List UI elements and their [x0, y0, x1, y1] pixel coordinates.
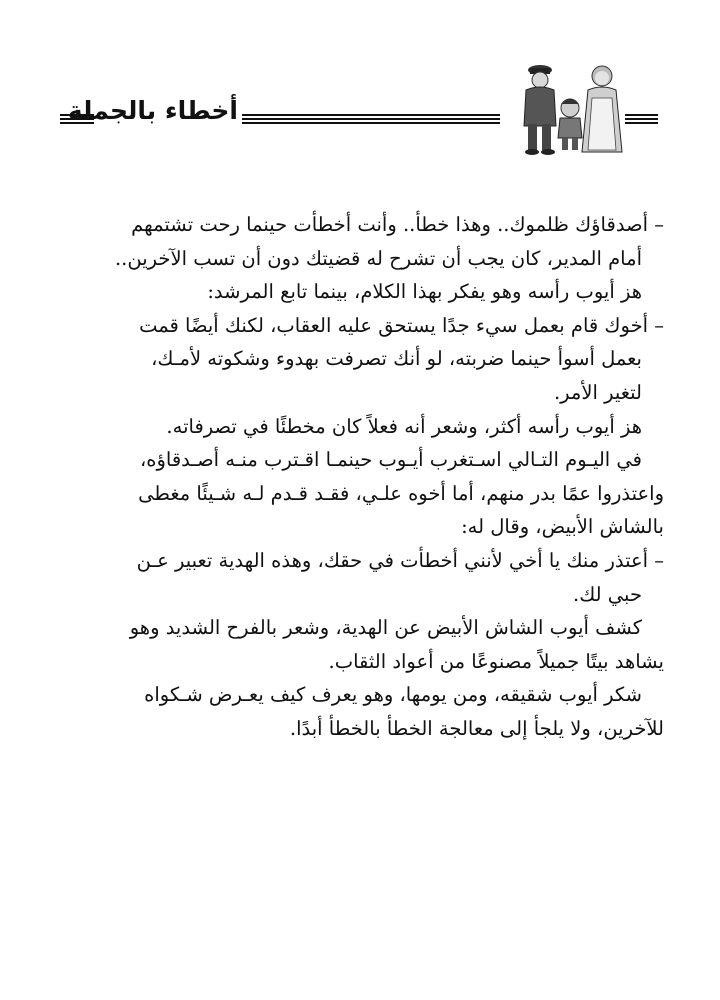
text-line: في اليـوم التـالي اسـتغرب أيـوب حينمـا اقـترب منـه أصـدقاؤه،: [139, 448, 642, 472]
text-line: للآخرين، ولا يلجأ إلى معالجة الخطأ بالخطأ أبدًا.: [289, 716, 664, 740]
text-line: – أصدقاؤك ظلموك.. وهذا خطأ.. وأنت أخطأت حينما رحت تشتمهم: [131, 213, 664, 236]
text-line: كشف أيوب الشاش الأبيض عن الهدية، وشعر بالفرح الشديد وهو: [129, 616, 642, 640]
family-illustration-icon: [518, 58, 626, 158]
text-line: بالشاش الأبيض، وقال له:: [461, 515, 664, 539]
text-line: حبي لك.: [573, 582, 642, 606]
text-line: شكر أيوب شقيقه، ومن يومها، وهو يعرف كيف يعـرض شـكواه: [144, 683, 642, 707]
text-line: هز أيوب رأسه وهو يفكر بهذا الكلام، بينما تابع المرشد:: [207, 280, 642, 304]
text-line: – أعتذر منك يا أخي لأنني أخطأت في حقك، وهذه الهدية تعبير عـن: [136, 548, 664, 572]
text-line: بعمل أسوأ حينما ضربته، لو أنك تصرفت بهدوء وشكوته لأمـك،: [151, 347, 642, 371]
text-line: أمام المدير، كان يجب أن تشرح له قضيتك دون أن تسب الآخرين..: [114, 246, 642, 270]
header-rule-right: [625, 114, 658, 124]
story-text: [60, 208, 664, 746]
chapter-title: أخطاء بالجملة: [67, 96, 238, 125]
chapter-header: [60, 58, 660, 158]
text-line: يشاهد بيتًا جميلاً مصنوعًا من أعواد الثقاب.: [328, 649, 664, 673]
text-line: واعتذروا عمًا بدر منهم، أما أخوه علـي، فقـد قـدم لـه شـيئًا مغطى: [138, 481, 664, 505]
header-rule-middle: [242, 114, 500, 124]
text-line: لتغير الأمر.: [553, 380, 642, 404]
text-line: – أخوك قام بعمل سيء جدًا يستحق عليه العقاب، لكنك أيضًا قمت: [139, 313, 664, 337]
text-line: هز أيوب رأسه أكثر، وشعر أنه فعلاً كان مخطئًا في تصرفاته.: [166, 414, 642, 438]
